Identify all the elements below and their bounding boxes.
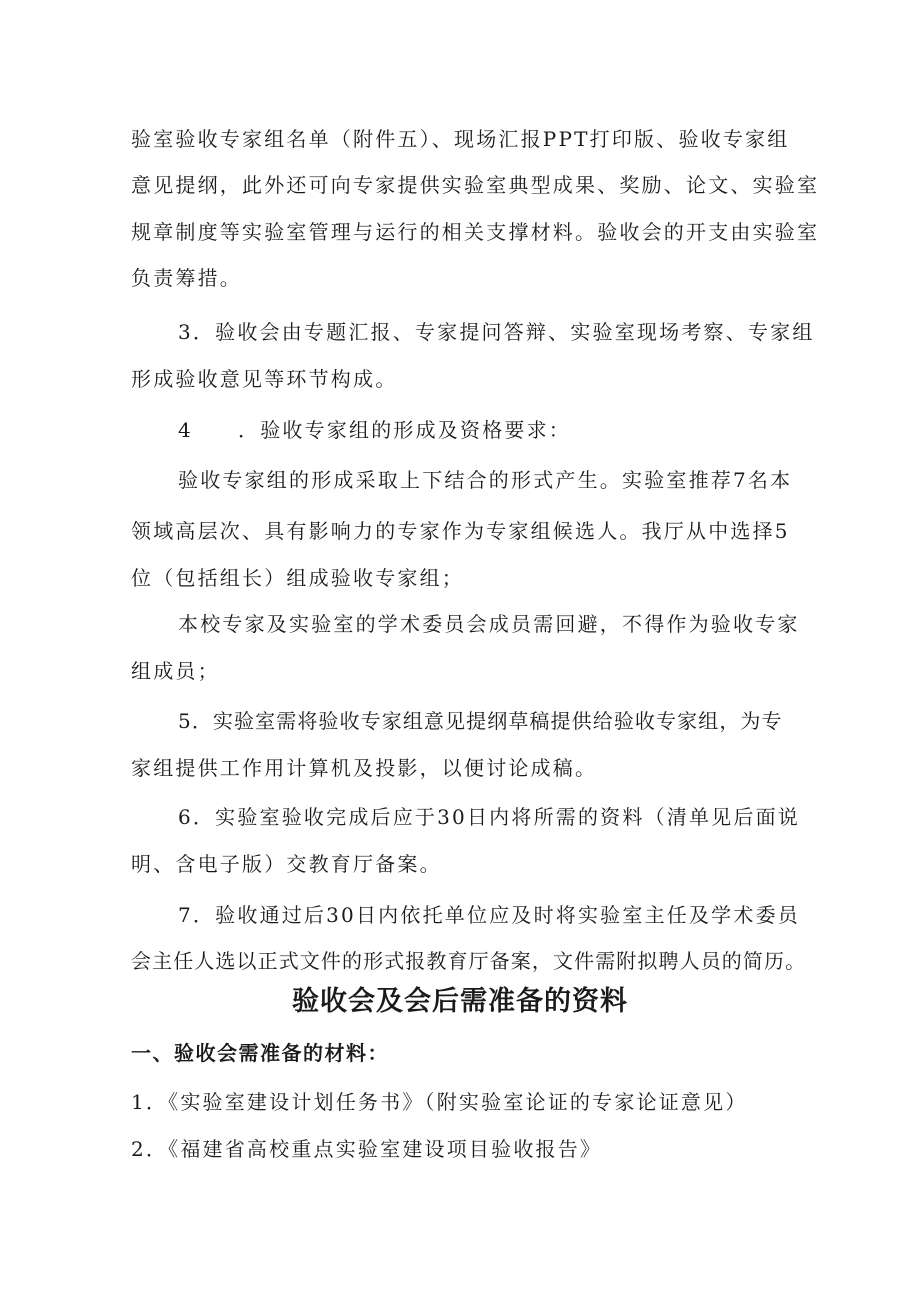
body-text-line: 验室验收专家组名单（附件五）、现场汇报PPT打印版、验收专家组 [131,127,790,151]
body-text-line: 领域高层次、具有影响力的专家作为专家组候选人。我厅从中选择5 [131,519,790,543]
body-text-line: 家组提供工作用计算机及投影，以便讨论成稿。 [131,756,598,780]
body-text-line: 验收专家组的形成采取上下结合的形式产生。实验室推荐7名本 [178,468,793,492]
section-heading: 验收会及会后需准备的资料 [292,986,628,1017]
body-text-line: 意见提纲，此外还可向专家提供实验室典型成果、奖励、论文、实验室 [131,173,820,197]
body-text-line: 形成验收意见等环节构成。 [131,367,398,391]
body-text-line: 位（包括组长）组成验收专家组； [131,566,464,590]
body-text-line: 明、含电子版）交教育厅备案。 [131,852,442,876]
numbered-item-7: 7．验收通过后30日内依托单位应及时将实验室主任及学术委员 [178,903,800,927]
body-text-line: 负责筹措。 [131,266,242,290]
list-item: 2．《福建省高校重点实验室建设项目验收报告》 [131,1137,603,1161]
item-number: 4 [178,418,193,442]
numbered-item-6: 6．实验室验收完成后应于30日内将所需的资料（清单见后面说 [178,805,800,829]
body-text-line: 会主任人选以正式文件的形式报教育厅备案，文件需附拟聘人员的简历。 [131,949,807,973]
body-text-line: 本校专家及实验室的学术委员会成员需回避，不得作为验收专家 [178,612,800,636]
numbered-item-5: 5．实验室需将验收专家组意见提纲草稿提供给验收专家组，为专 [178,709,783,733]
subsection-heading: 一、验收会需准备的材料： [131,1041,389,1065]
numbered-item-3: 3．验收会由专题汇报、专家提问答辩、实验室现场考察、专家组 [178,320,815,344]
list-item: 1．《实验室建设计划任务书》（附实验室论证的专家论证意见） [131,1090,748,1114]
body-text-line: 规章制度等实验室管理与运行的相关支撑材料。验收会的开支由实验室 [131,220,820,244]
body-text-line: 组成员； [131,659,220,683]
numbered-item-4 [178,416,843,444]
item-text: ．验收专家组的形成及资格要求： [238,418,571,442]
